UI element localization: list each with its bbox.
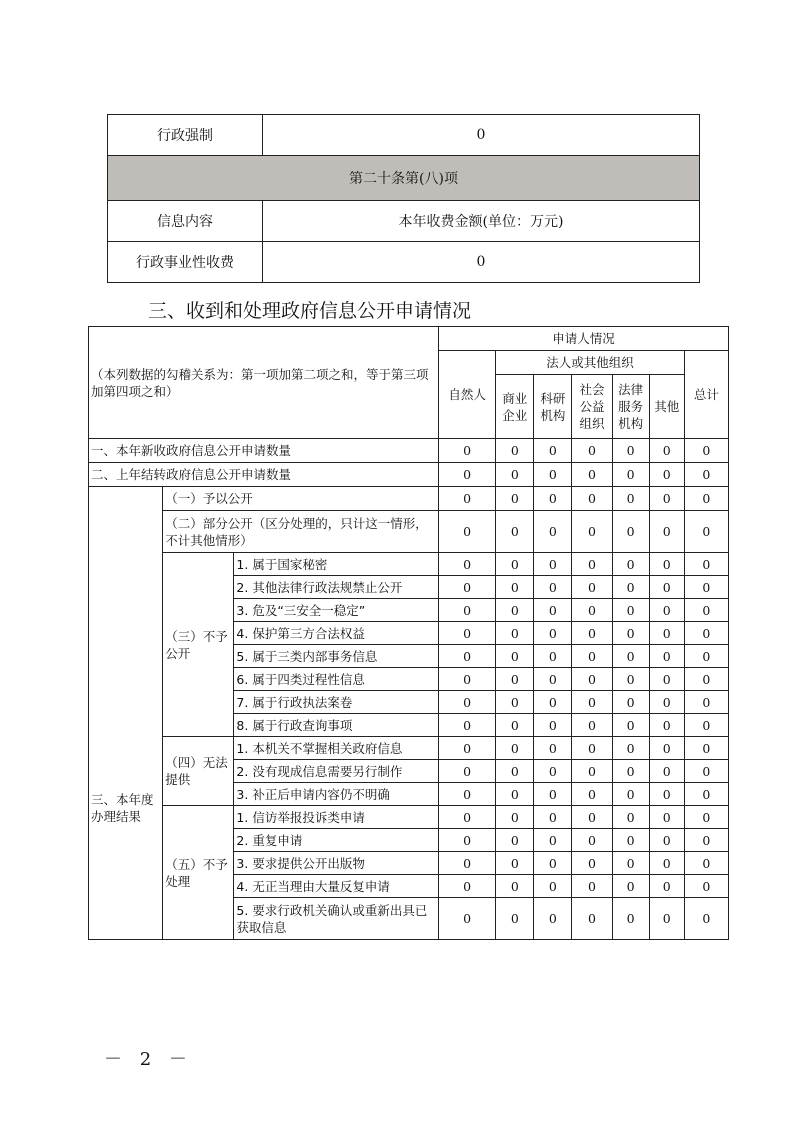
value-cell: 0 [572,806,612,829]
value-cell: 0 [534,783,572,806]
value-cell: 0 [439,783,496,806]
value-cell: 0 [572,783,612,806]
value-cell: 0 [439,576,496,599]
value-cell: 0 [534,487,572,511]
value-cell: 0 [612,599,649,622]
value-cell: 0 [439,645,496,668]
item-label: 5. 属于三类内部事务信息 [234,645,439,668]
value-cell: 0 [649,691,684,714]
row-label: （二）部分公开（区分处理的，只计这一情形，不计其他情形） [163,511,439,553]
group-label: （四）无法提供 [163,737,234,806]
value-cell: 0 [439,829,496,852]
value-cell: 0 [534,875,572,898]
value-cell: 0 [649,760,684,783]
value-cell: 0 [572,487,612,511]
value-cell: 0 [684,553,728,576]
value-cell: 0 [612,852,649,875]
value-cell: 0 [439,599,496,622]
value-cell: 0 [572,691,612,714]
value-cell: 0 [496,875,534,898]
value-cell: 0 [684,760,728,783]
value-cell: 0 [439,668,496,691]
value-cell: 0 [572,760,612,783]
table-row [89,806,729,829]
value-cell: 0 [496,439,534,463]
value-cell: 0 [572,829,612,852]
value-cell: 0 [612,439,649,463]
header-natural-person: 自然人 [439,351,496,439]
value-cell: 0 [496,829,534,852]
header-other: 其他 [649,375,684,439]
value-cell: 0 [534,576,572,599]
value-cell: 0 [572,576,612,599]
value-cell: 0 [684,806,728,829]
value-cell: 0 [534,898,572,940]
value-cell: 0 [496,511,534,553]
value-cell: 0 [612,737,649,760]
header-legal-org: 法人或其他组织 [496,351,685,375]
value-cell: 0 [496,576,534,599]
fee-table [107,114,700,283]
value-cell: 0 [649,714,684,737]
group-label: （五）不予处理 [163,806,234,940]
item-label: 7. 属于行政执法案卷 [234,691,439,714]
value-cell: 0 [649,487,684,511]
value-cell: 0 [572,622,612,645]
value-cell: 0 [439,622,496,645]
header-legal-service: 法律服务机构 [612,375,649,439]
value-cell: 0 [684,511,728,553]
value-cell: 0 [649,783,684,806]
item-label: 2. 重复申请 [234,829,439,852]
item-label: 6. 属于四类过程性信息 [234,668,439,691]
value-cell: 0 [572,553,612,576]
header-note: （本列数据的勾稽关系为：第一项加第二项之和，等于第三项加第四项之和） [89,327,439,439]
value-cell: 0 [612,714,649,737]
value-cell: 0 [496,714,534,737]
value-cell: 0 [496,806,534,829]
value-cell: 0 [496,599,534,622]
value-cell: 0 [684,463,728,487]
header-commercial: 商业企业 [496,375,534,439]
value-cell: 0 [684,599,728,622]
value-cell: 0 [612,783,649,806]
value-cell: 0 [534,599,572,622]
value-cell: 0 [684,645,728,668]
item-label: 4. 无正当理由大量反复申请 [234,875,439,898]
value-cell: 0 [612,645,649,668]
item-label: 5. 要求行政机关确认或重新出具已获取信息 [234,898,439,940]
value-cell: 0 [534,691,572,714]
value-cell: 0 [439,714,496,737]
value-cell: 0 [439,852,496,875]
value-cell: 0 [439,511,496,553]
value-cell: 0 [439,760,496,783]
value-cell: 0 [534,622,572,645]
value-cell: 0 [572,875,612,898]
value-cell: 0 [496,487,534,511]
value-cell: 0 [534,511,572,553]
value-cell: 0 [496,645,534,668]
value-cell: 0 [649,553,684,576]
table-row [89,511,729,553]
value-cell: 0 [612,806,649,829]
value-cell: 0 [439,463,496,487]
value-cell: 0 [496,668,534,691]
value-cell: 0 [612,875,649,898]
value-cell: 0 [439,737,496,760]
value-cell: 0 [612,898,649,940]
value-cell: 0 [649,599,684,622]
value-cell: 0 [649,645,684,668]
section-title: 三、收到和处理政府信息公开申请情况 [148,300,472,322]
value-cell: 0 [572,714,612,737]
value-cell: 0 [572,898,612,940]
value-cell: 0 [684,898,728,940]
value-cell: 0 [612,668,649,691]
value-cell: 0 [612,829,649,852]
item-label: 1. 信访举报投诉类申请 [234,806,439,829]
value-cell: 0 [496,553,534,576]
value-cell: 0 [439,875,496,898]
value-cell: 0 [684,852,728,875]
value-cell: 0 [572,463,612,487]
value-cell: 0 [534,645,572,668]
row-label: 一、本年新收政府信息公开申请数量 [89,439,439,463]
row-value: 0 [263,242,700,283]
value-cell: 0 [496,852,534,875]
value-cell: 0 [534,553,572,576]
row-label: 行政强制 [108,115,263,156]
value-cell: 0 [649,463,684,487]
value-cell: 0 [684,691,728,714]
group-label: （三）不予公开 [163,553,234,737]
value-cell: 0 [649,511,684,553]
value-cell: 0 [684,576,728,599]
value-cell: 0 [684,487,728,511]
value-cell: 0 [649,668,684,691]
value-cell: 0 [612,760,649,783]
value-cell: 0 [649,829,684,852]
value-cell: 0 [439,691,496,714]
item-label: 1. 属于国家秘密 [234,553,439,576]
value-cell: 0 [684,714,728,737]
value-cell: 0 [684,737,728,760]
table-row [89,553,729,576]
value-cell: 0 [612,487,649,511]
item-label: 1. 本机关不掌握相关政府信息 [234,737,439,760]
value-cell: 0 [684,829,728,852]
row-label: 二、上年结转政府信息公开申请数量 [89,463,439,487]
item-label: 4. 保护第三方合法权益 [234,622,439,645]
applications-table [88,326,729,940]
value-cell: 0 [649,576,684,599]
item-label: 3. 要求提供公开出版物 [234,852,439,875]
value-cell: 0 [572,511,612,553]
value-cell: 0 [649,852,684,875]
value-cell: 0 [496,691,534,714]
item-label: 3. 危及“三安全一稳定” [234,599,439,622]
value-cell: 0 [534,852,572,875]
value-cell: 0 [572,737,612,760]
value-cell: 0 [439,553,496,576]
value-cell: 0 [684,783,728,806]
value-cell: 0 [649,898,684,940]
value-cell: 0 [496,783,534,806]
table-row [89,737,729,760]
item-label: 3. 补正后申请内容仍不明确 [234,783,439,806]
table-row [89,463,729,487]
header-public-welfare: 社会公益组织 [572,375,612,439]
value-cell: 0 [496,622,534,645]
value-cell: 0 [496,760,534,783]
value-cell: 0 [496,463,534,487]
value-cell: 0 [534,737,572,760]
header-applicant: 申请人情况 [439,327,729,351]
table-row [89,439,729,463]
value-cell: 0 [612,622,649,645]
item-label: 2. 其他法律行政法规禁止公开 [234,576,439,599]
value-cell: 0 [572,668,612,691]
item-label: 2. 没有现成信息需要另行制作 [234,760,439,783]
value-cell: 0 [534,668,572,691]
value-cell: 0 [612,576,649,599]
value-cell: 0 [496,737,534,760]
header-value: 本年收费金额(单位：万元) [263,201,700,242]
value-cell: 0 [534,439,572,463]
value-cell: 0 [534,806,572,829]
value-cell: 0 [572,645,612,668]
value-cell: 0 [439,439,496,463]
value-cell: 0 [439,806,496,829]
value-cell: 0 [572,599,612,622]
value-cell: 0 [649,439,684,463]
value-cell: 0 [572,852,612,875]
value-cell: 0 [612,511,649,553]
value-cell: 0 [439,487,496,511]
header-label: 信息内容 [108,201,263,242]
page-number: － 2 － [104,1049,193,1070]
item-label: 8. 属于行政查询事项 [234,714,439,737]
value-cell: 0 [649,622,684,645]
value-cell: 0 [612,691,649,714]
value-cell: 0 [439,898,496,940]
value-cell: 0 [496,898,534,940]
value-cell: 0 [612,553,649,576]
value-cell: 0 [572,439,612,463]
value-cell: 0 [534,463,572,487]
row-value: 0 [263,115,700,156]
value-cell: 0 [534,760,572,783]
value-cell: 0 [684,668,728,691]
results-label: 三、本年度办理结果 [89,487,163,940]
value-cell: 0 [649,875,684,898]
value-cell: 0 [649,737,684,760]
value-cell: 0 [684,875,728,898]
value-cell: 0 [534,829,572,852]
header-total: 总计 [684,351,728,439]
value-cell: 0 [534,714,572,737]
table-row [89,487,729,511]
header-research: 科研机构 [534,375,572,439]
value-cell: 0 [649,806,684,829]
value-cell: 0 [684,622,728,645]
row-label: 行政事业性收费 [108,242,263,283]
section-header: 第二十条第(八)项 [108,156,700,201]
value-cell: 0 [684,439,728,463]
row-label: （一）予以公开 [163,487,439,511]
value-cell: 0 [612,463,649,487]
